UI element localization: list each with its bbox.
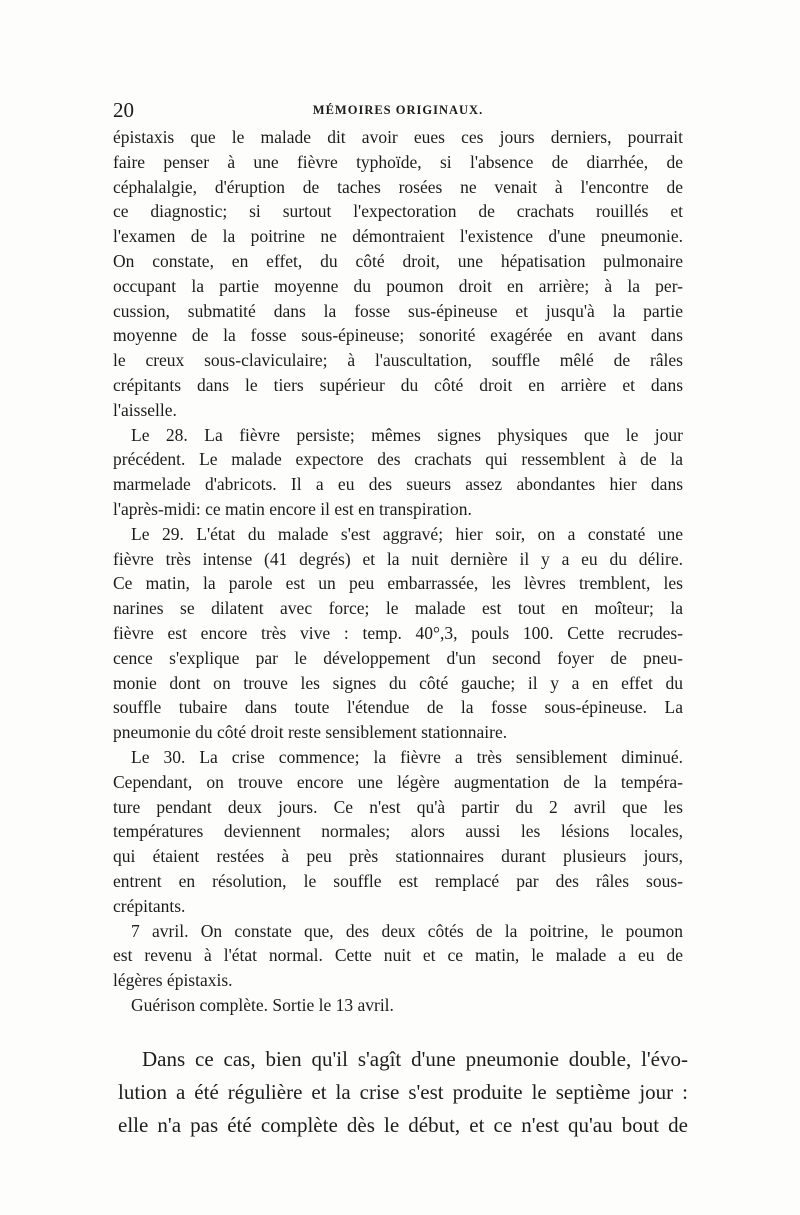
text-line: précédent. Le malade expectore des crachats qui ressemblent à de la <box>113 449 683 470</box>
case-report-text <box>113 125 683 1018</box>
text-line: légères épistaxis. <box>113 970 233 991</box>
text-line: narines se dilatent avec force; le malade est tout en moîteur; la <box>113 598 683 619</box>
text-line: souffle tubaire dans toute l'étendue de la fosse sous-épineuse. La <box>113 697 683 718</box>
text-line: l'examen de la poitrine ne démontraient l'existence d'une pneumonie. <box>113 226 683 247</box>
text-line: Ce matin, la parole est un peu embarrassée, les lèvres tremblent, les <box>113 573 683 594</box>
text-line: moyenne de la fosse sous-épineuse; sonorité exagérée en avant dans <box>113 325 683 346</box>
page-number: 20 <box>113 98 134 122</box>
text-line: Le 30. La crise commence; la fièvre a très sensiblement diminué. <box>131 746 683 767</box>
text-line: l'après-midi: ce matin encore il est en transpiration. <box>113 498 472 519</box>
text-line: 7 avril. On constate que, des deux côtés de la poitrine, le poumon <box>131 920 683 941</box>
text-line: pneumonie du côté droit reste sensiblement stationnaire. <box>113 722 508 743</box>
commentary-text <box>118 1043 688 1142</box>
text-line: le creux sous-claviculaire; à l'auscultation, souffle mêlé de râles <box>113 350 683 371</box>
text-line: occupant la partie moyenne du poumon droit en arrière; à la per- <box>113 275 683 296</box>
text-line: ture pendant deux jours. Ce n'est qu'à partir du 2 avril que les <box>113 796 683 817</box>
page-header <box>113 98 683 122</box>
text-line: qui étaient restées à peu près stationnaires durant plusieurs jours, <box>113 846 683 867</box>
text-line: Guérison complète. Sortie le 13 avril. <box>131 994 394 1015</box>
text-line: cussion, submatité dans la fosse sus-épineuse et jusqu'à la partie <box>113 300 683 321</box>
text-line: fièvre est encore très vive : temp. 40°,3, pouls 100. Cette recrudes- <box>113 622 683 643</box>
running-title: MÉMOIRES ORIGINAUX. <box>312 103 484 117</box>
text-line: Cependant, on trouve encore une légère augmentation de la tempéra- <box>113 771 683 792</box>
text-line: épistaxis que le malade dit avoir eues ces jours derniers, pourrait <box>113 127 683 147</box>
text-line: entrent en résolution, le souffle est remplacé par des râles sous- <box>113 870 683 891</box>
text-line: On constate, en effet, du côté droit, une hépatisation pulmonaire <box>113 250 683 271</box>
text-line: elle n'a pas été complète dès le début, et ce n'est qu'au bout de <box>118 1113 688 1137</box>
text-line: ce diagnostic; si surtout l'expectoration de crachats rouillés et <box>113 201 683 222</box>
text-line: faire penser à une fièvre typhoïde, si l'absence de diarrhée, de <box>113 151 683 172</box>
text-line: l'aisselle. <box>113 399 177 420</box>
text-line: céphalalgie, d'éruption de taches rosées ne venait à l'encontre de <box>113 176 683 197</box>
text-line: fièvre très intense (41 degrés) et la nuit dernière il y a eu du délire. <box>113 548 683 569</box>
text-line: Dans ce cas, bien qu'il s'agît d'une pneumonie double, l'évo- <box>142 1047 688 1071</box>
text-line: monie dont on trouve les signes du côté gauche; il y a en effet du <box>113 672 683 693</box>
text-line: crépitants. <box>113 895 186 916</box>
text-line: lution a été régulière et la crise s'est produite le septième jour : <box>118 1080 688 1104</box>
text-line: cence s'explique par le développement d'un second foyer de pneu- <box>113 647 683 668</box>
text-line: crépitants dans le tiers supérieur du côté droit en arrière et dans <box>113 374 683 395</box>
text-line: températures deviennent normales; alors aussi les lésions locales, <box>113 821 683 842</box>
text-line: Le 29. L'état du malade s'est aggravé; hier soir, on a constaté une <box>131 523 683 544</box>
text-line: marmelade d'abricots. Il a eu des sueurs assez abondantes hier dans <box>113 474 683 495</box>
text-line: est revenu à l'état normal. Cette nuit et ce matin, le malade a eu de <box>113 945 683 966</box>
text-line: Le 28. La fièvre persiste; mêmes signes physiques que le jour <box>131 424 683 445</box>
